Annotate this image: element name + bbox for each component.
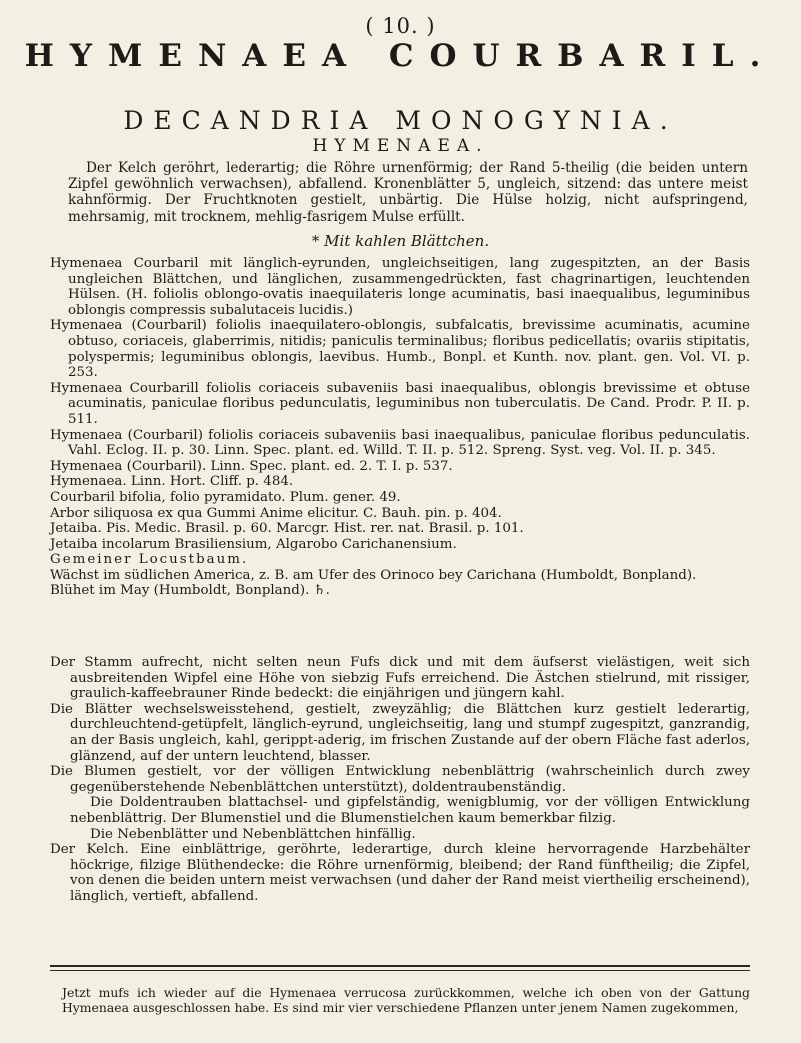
synonym-entry: Hymenaea (Courbaril). Linn. Spec. plant. ed. 2. T. I. p. 537. xyxy=(50,458,453,474)
genus-description xyxy=(68,160,748,225)
habitat-note: Wächst im südlichen America, z. B. am Ufer des Orinoco bey Carichana (Humboldt, Bonpland). xyxy=(50,567,697,583)
synonym-list xyxy=(50,256,750,599)
genus-description-text: Der Kelch geröhrt, lederartig; die Röhre urnenförmig; der Rand 5-theilig (die beiden untern Zipfel gewöhnlich verwachsen), abfallend. Kronenblätter 5, ungleich, sitzend: das untere meist kahnförmig. Der Fruchtknoten gestielt, unbärtig. Die Hülse holzig, nicht aufspringend, mehrsamig, mit trocknem, mehlig-fasrigem Mulse erfüllt. xyxy=(68,160,748,225)
synonym-entry: Arbor siliquosa ex qua Gummi Anime elicitur. C. Bauh. pin. p. 404. xyxy=(50,505,502,521)
synonym-entry: Jetaiba. Pis. Medic. Brasil. p. 60. Marcgr. Hist. rer. nat. Brasil. p. 101. xyxy=(50,521,524,537)
body-paragraph-bracts: Die Nebenblätter und Nebenblättchen hinfällig. xyxy=(90,826,416,842)
flowering-note: Blühet im May (Humboldt, Bonpland). ♄. xyxy=(50,583,330,599)
page-number: ( 10. ) xyxy=(365,14,436,38)
linnaean-class-heading: DECANDRIA MONOGYNIA. xyxy=(123,106,678,135)
synonym-entry: Courbaril bifolia, folio pyramidato. Plum. gener. 49. xyxy=(50,489,401,505)
page-title: HYMENAEA COURBARIL. xyxy=(24,38,777,74)
body-paragraph-corymbs: Die Doldentrauben blattachsel- und gipfelständig, wenigblumig, vor der völligen Entwicklung nebenblättrig. Der Blumenstiel und die Blumenstielchen kaum bemerkbar filzig. xyxy=(70,795,750,826)
footnote: Jetzt mufs ich wieder auf die Hymenaea verrucosa zurückkommen, welche ich oben von der Gattung Hymenaea ausgeschlossen habe. Es sind mir vier verschiedene Pflanzen unter jenem Namen zugekommen, xyxy=(62,985,750,1015)
synonym-entry: Hymenaea (Courbaril) foliolis coriaceis subaveniis basi inaequalibus, paniculae floribus pedunculatis. Vahl. Eclog. II. p. 30. Linn. Spec. plant. ed. Willd. T. II. p. 512. Spreng. Syst. veg. Vol. II. p. 345. xyxy=(50,427,750,459)
body-paragraph-stem: Der Stamm aufrecht, nicht selten neun Fufs dick und mit dem äufserst vielästigen, weit sich ausbreitenden Wipfel eine Höhe von siebzig Fufs erreichend. Die Ästchen stielrund, mit rissiger, graulich-kaffeebrauner Rinde bedeckt: die einjährigen und jüngern kahl. xyxy=(50,655,750,702)
body-paragraph-leaves: Die Blätter wechselsweisstehend, gestielt, zweyzählig; die Blättchen kurz gestielt lederartig, durchleuchtend-getüpfelt, länglich-eyrund, ungleichseitig, lang und stumpf zugespitzt, ganzrandig, an der Basis ungleich, kahl, gerippt-aderig, im frischen Zustande auf der obern Fläche fast aderlos, glänzend, auf der untern leuchtend, blasser. xyxy=(50,701,750,764)
synonym-entry: Jetaiba incolarum Brasiliensium, Algarobo Carichanensium. xyxy=(50,536,457,552)
body-paragraph-flowers: Die Blumen gestielt, vor der völligen Entwicklung nebenblättrig (wahrscheinlich durch zwey gegenüberstehende Nebenblättchen unterstützt), doldentraubenständig. xyxy=(50,764,750,795)
synonym-entry: Hymenaea (Courbaril) foliolis inaequilatero-oblongis, subfalcatis, brevissime acuminatis, acumine obtuso, coriaceis, glaberrimis, nitidis; paniculis terminalibus; floribus pedicellatis; ovariis stipitatis, polyspermis; leguminibus oblongis, laevibus. Humb., Bonpl. et Kunth. nov. plant. gen. Vol. VI. p. 253. xyxy=(50,318,750,381)
genus-heading: HYMENAEA. xyxy=(312,136,489,156)
synonym-entry: Hymenaea Courbarill foliolis coriaceis subaveniis basi inaequalibus, oblongis brevissime et obtuse acuminatis, paniculae floribus pedunculatis, leguminibus non tuberculatis. De Cand. Prodr. P. II. p. 511. xyxy=(50,380,750,427)
section-subheading: * Mit kahlen Blättchen. xyxy=(311,232,490,250)
footnote-divider xyxy=(50,965,750,967)
synonym-entry: Hymenaea Courbaril mit länglich-eyrunden, ungleichseitigen, lang zugespitzten, an der Basis ungleichen Blättchen, und länglichen, zusammengedrückten, fast chagrinartigen, leuchtenden Hülsen. (H. foliolis oblongo-ovatis inaequilateris longe acuminatis, basi inaequalibus, leguminibus oblongis compressis subalutaceis lucidis.) xyxy=(50,256,750,318)
footnote-divider-thin xyxy=(50,970,750,971)
body-paragraph-calyx: Der Kelch. Eine einblättrige, geröhrte, lederartige, durch kleine hervorragende Harzbehälter höckrige, filzige Blüthendecke: die Röhre urnenförmig, bleibend; der Rand fünftheilig; die Zipfel, von denen die beiden untern meist verwachsen (und daher der Rand meist viertheilig erscheinend), länglich, vertieft, abfallend. xyxy=(50,842,750,904)
morphology-description xyxy=(50,655,750,905)
common-name: Gemeiner Locustbaum. xyxy=(50,552,249,568)
synonym-entry: Hymenaea. Linn. Hort. Cliff. p. 484. xyxy=(50,474,294,490)
